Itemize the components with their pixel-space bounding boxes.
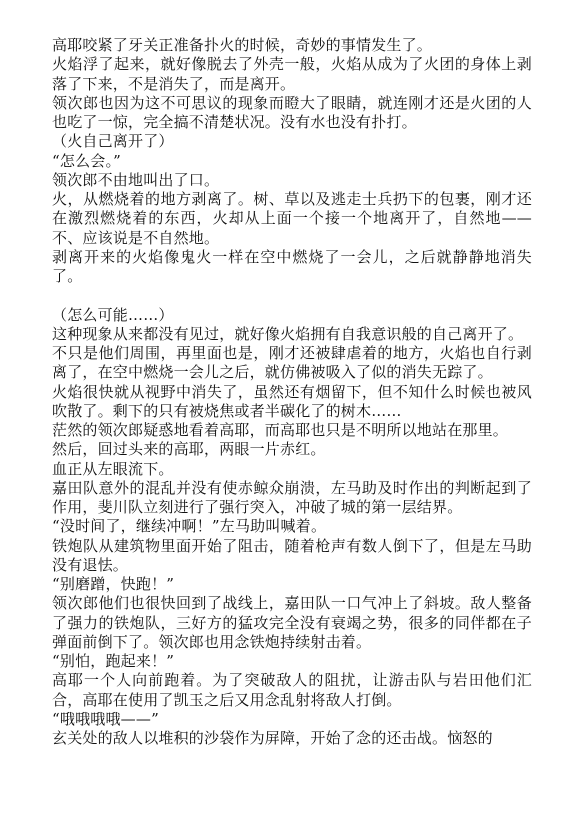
paragraph: “别磨蹭，快跑！” <box>52 575 175 593</box>
paragraph: 血正从左眼流下。 <box>52 459 174 478</box>
paragraph: 嘉田队意外的混乱并没有使赤鲸众崩溃，左马助及时作出的判断起到了作用，斐川队立刻进行了强行突入，冲破了城的第一层结界。 <box>52 478 532 516</box>
blank-line <box>52 286 532 305</box>
paragraph: “怎么会。” <box>52 151 122 170</box>
paragraph: “没时间了，继续冲啊！”左马助叫喊着。 <box>52 517 327 536</box>
paragraph: 玄关处的敌人以堆积的沙袋作为屏障，开始了念的还击战。恼怒的 <box>52 729 493 747</box>
paragraph: 火焰很快就从视野中消失了，虽然还有烟留下，但不知什么时候也被风吹散了。剩下的只有被烧焦或者半碳化了的树木…… <box>52 382 532 420</box>
paragraph: 高耶一个人向前跑着。为了突破敌人的阻扰，让游击队与岩田他们汇合，高耶在使用了凯玉之后又用念乱射将敌人打倒。 <box>52 671 532 709</box>
paragraph: （火自己离开了） <box>52 132 174 151</box>
paragraph: 火，从燃烧着的地方剥离了。树、草以及逃走士兵扔下的包裹，刚才还在激烈燃烧着的东西，火却从上面一个接一个地离开了，自然地——不、应该说是不自然地。 <box>52 190 532 247</box>
paragraph: 领次郎也因为这不可思议的现象而瞪大了眼睛，就连刚才还是火团的人也吃了一惊，完全搞不清楚状况。没有水也没有扑打。 <box>52 93 532 131</box>
paragraph: 茫然的领次郎疑惑地看着高耶，而高耶也只是不明所以地站在那里。 <box>52 421 509 439</box>
paragraph: 不只是他们周围，再里面也是，刚才还被肆虐着的地方，火焰也自行剥离了，在空中燃烧一会儿之后，就仿佛被吸入了似的消失无踪了。 <box>52 344 532 382</box>
paragraph: 火焰浮了起来，就好像脱去了外壳一般，火焰从成为了火团的身体上剥落了下来，不是消失了，而是离开。 <box>52 55 532 93</box>
paragraph: 高耶咬紧了牙关正准备扑火的时候，奇妙的事情发生了。 <box>52 36 433 54</box>
paragraph: 铁炮队从建筑物里面开始了阻击，随着枪声有数人倒下了，但是左马助没有退怯。 <box>52 536 532 574</box>
paragraph: 领次郎不由地叫出了口。 <box>52 170 220 189</box>
paragraph: 领次郎他们也很快回到了战线上，嘉田队一口气冲上了斜坡。敌人整备了强力的铁炮队，三好方的猛攻完全没有衰竭之势，很多的同伴都在子弹面前倒下了。领次郎也用念铁炮持续射击着。 <box>52 594 532 651</box>
paragraph: （怎么可能……） <box>52 305 174 324</box>
paragraph: 然后，回过头来的高耶，两眼一片赤红。 <box>52 440 326 459</box>
paragraph: 这种现象从来都没有见过，就好像火焰拥有自我意识般的自己离开了。 <box>52 324 524 343</box>
paragraph: 剥离开来的火焰像鬼火一样在空中燃烧了一会儿，之后就静静地消失了。 <box>52 247 532 285</box>
document-page <box>52 36 532 748</box>
paragraph: “别怕，跑起来！” <box>52 652 175 670</box>
paragraph: “哦哦哦哦——” <box>52 709 159 728</box>
